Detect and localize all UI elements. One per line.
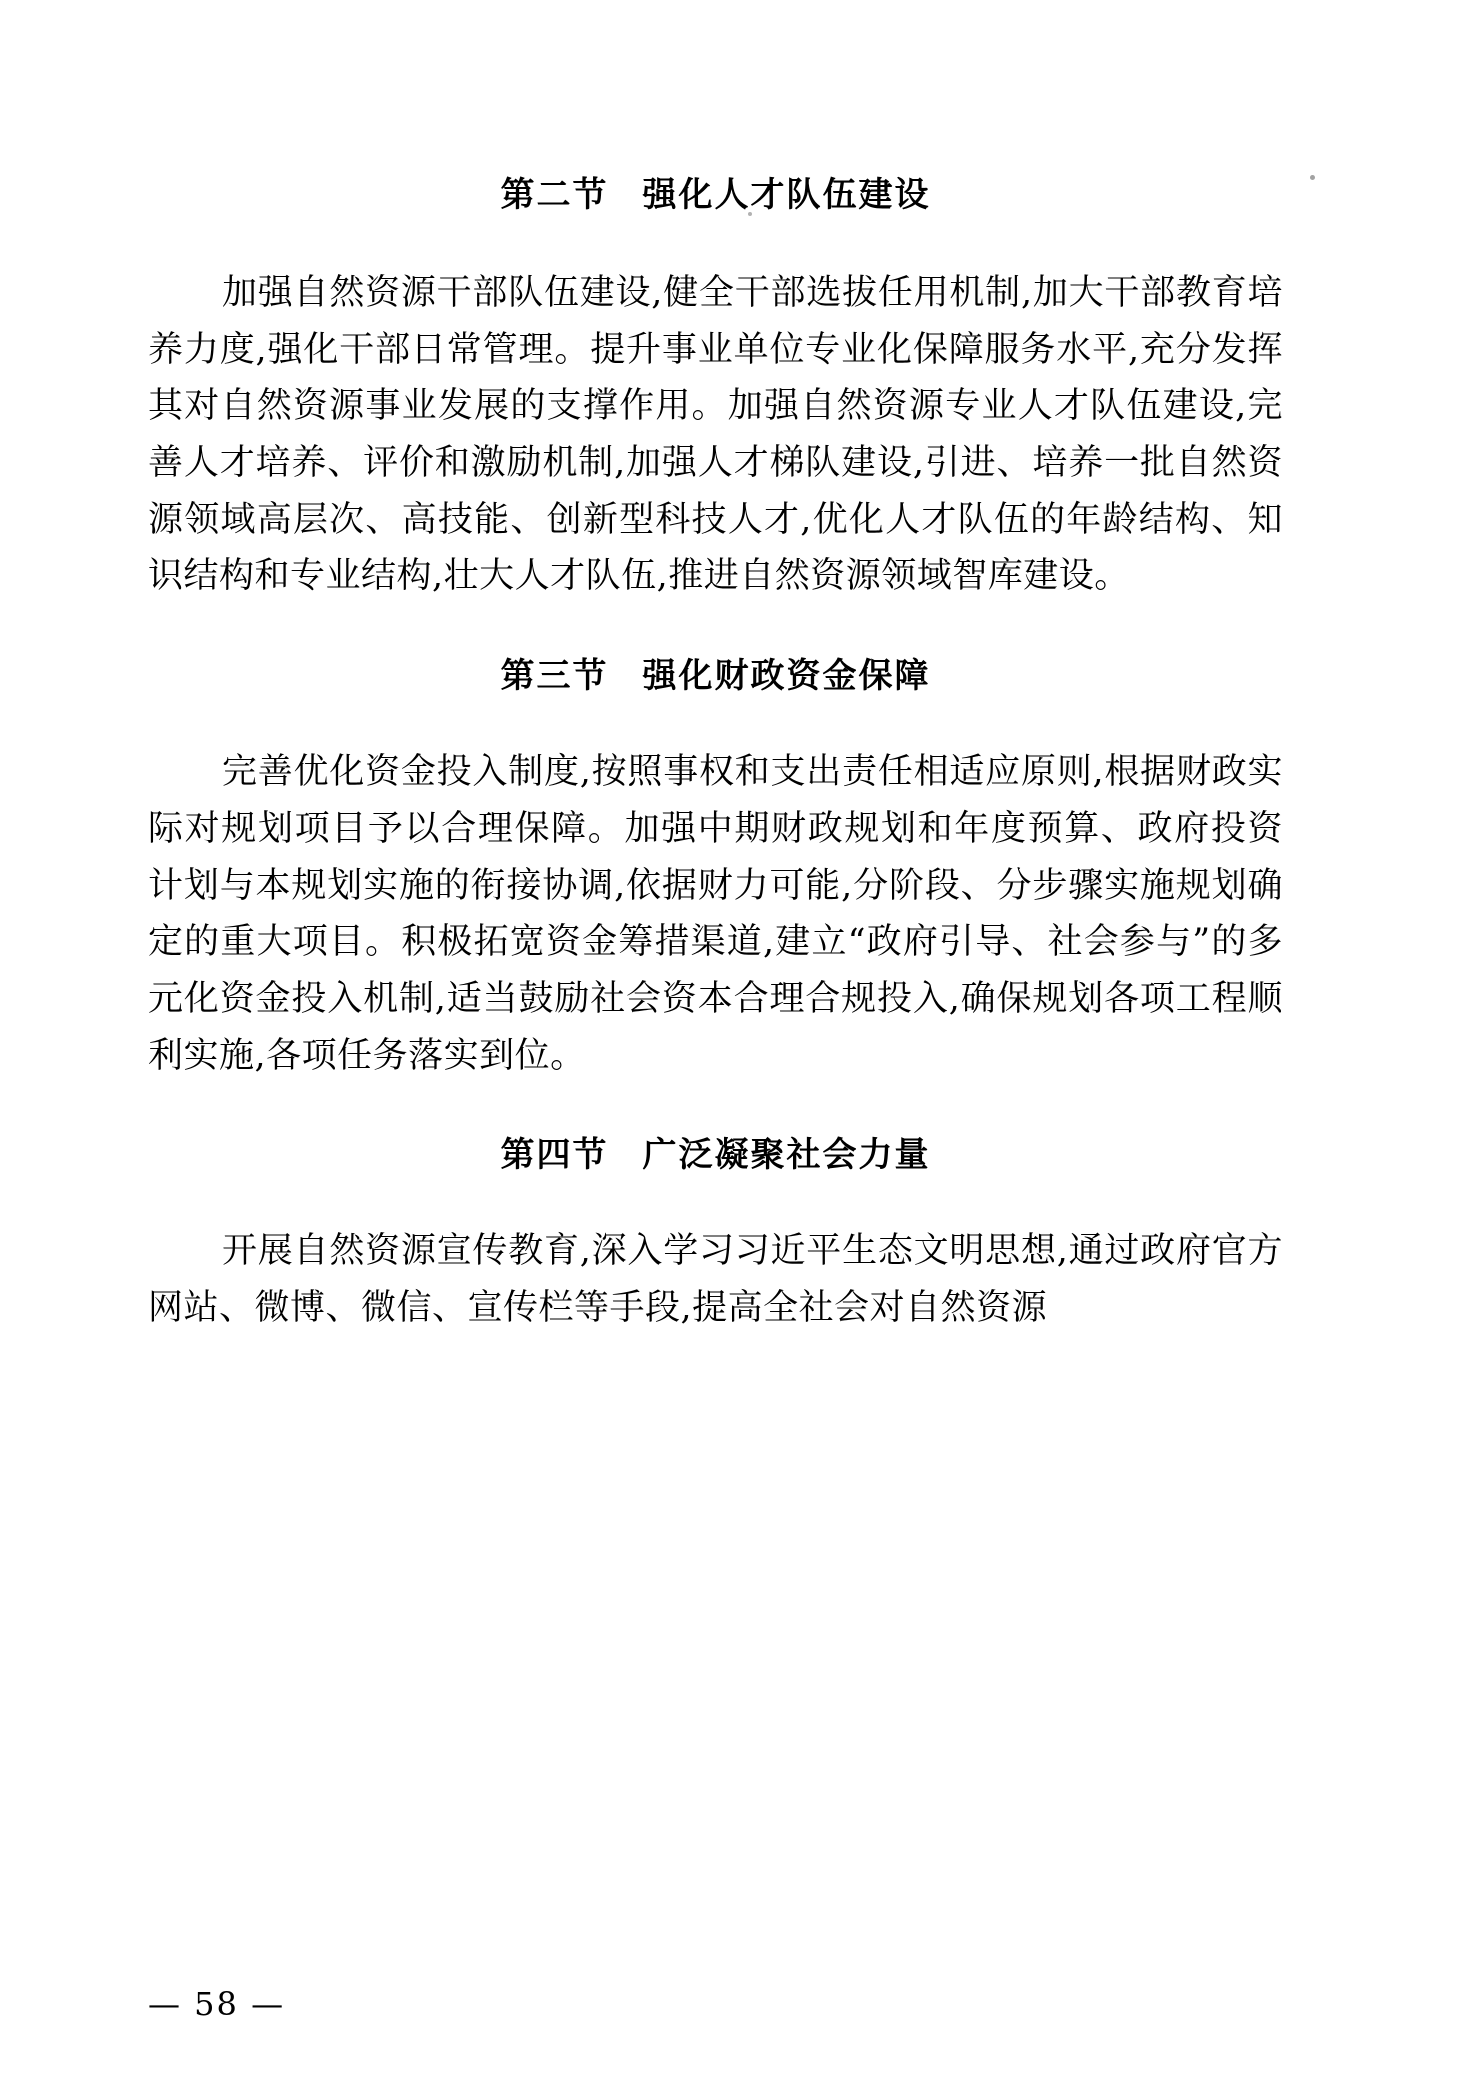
spacer-after-heading-2 xyxy=(148,221,1283,265)
section-3-paragraph-1: 完善优化资金投入制度,按照事权和支出责任相适应原则,根据财政实际对规划项目予以合理保障。加强中期财政规划和年度预算、政府投资计划与本规划实施的衔接协调,依据财力可能,分阶段、分步骤实施规划确定的重大项目。积极拓宽资金筹措渠道,建立“政府引导、社会参与”的多元化资金投入机制,适当鼓励社会资本合理合规投入,确保规划各项工程顺利实施,各项任务落实到位。 xyxy=(148,752,1283,1076)
section-4-title: 广泛凝聚社会力量 xyxy=(642,1135,931,1176)
page-footer xyxy=(148,1985,1283,2023)
section-4-paragraph-1: 开展自然资源宣传教育,深入学习习近平生态文明思想,通过政府官方网站、微博、微信、宣传栏等手段,提高全社会对自然资源 xyxy=(148,1231,1283,1328)
section-2-title: 强化人才队伍建设 xyxy=(642,175,931,215)
spacer-before-heading-3 xyxy=(148,605,1283,651)
page-artifact-dot xyxy=(1310,175,1315,180)
section-heading-3 xyxy=(148,651,1283,702)
section-heading-2 xyxy=(148,170,1283,221)
spacer-after-heading-4 xyxy=(148,1181,1283,1223)
section-heading-4 xyxy=(148,1130,1283,1181)
page-number: — 58 — xyxy=(148,1985,286,2023)
section-3-title: 强化财政资金保障 xyxy=(642,656,931,697)
section-2-paragraph-1: 加强自然资源干部队伍建设,健全干部选拔任用机制,加大干部教育培养力度,强化干部日常管理。提升事业单位专业化保障服务水平,充分发挥其对自然资源事业发展的支撑作用。加强自然资源专业人才队伍建设,完善人才培养、评价和激励机制,加强人才梯队建设,引进、培养一批自然资源领域高层次、高技能、创新型科技人才,优化人才队伍的年龄结构、知识结构和专业结构,壮大人才队伍,推进自然资源领域智库建设。 xyxy=(148,273,1283,597)
section-2-number: 第二节 xyxy=(500,175,609,215)
section-4-number: 第四节 xyxy=(500,1135,609,1176)
spacer-before-heading-4 xyxy=(148,1084,1283,1130)
page-content xyxy=(148,170,1283,1337)
spacer-after-heading-3 xyxy=(148,702,1283,744)
section-3-number: 第三节 xyxy=(500,656,609,697)
